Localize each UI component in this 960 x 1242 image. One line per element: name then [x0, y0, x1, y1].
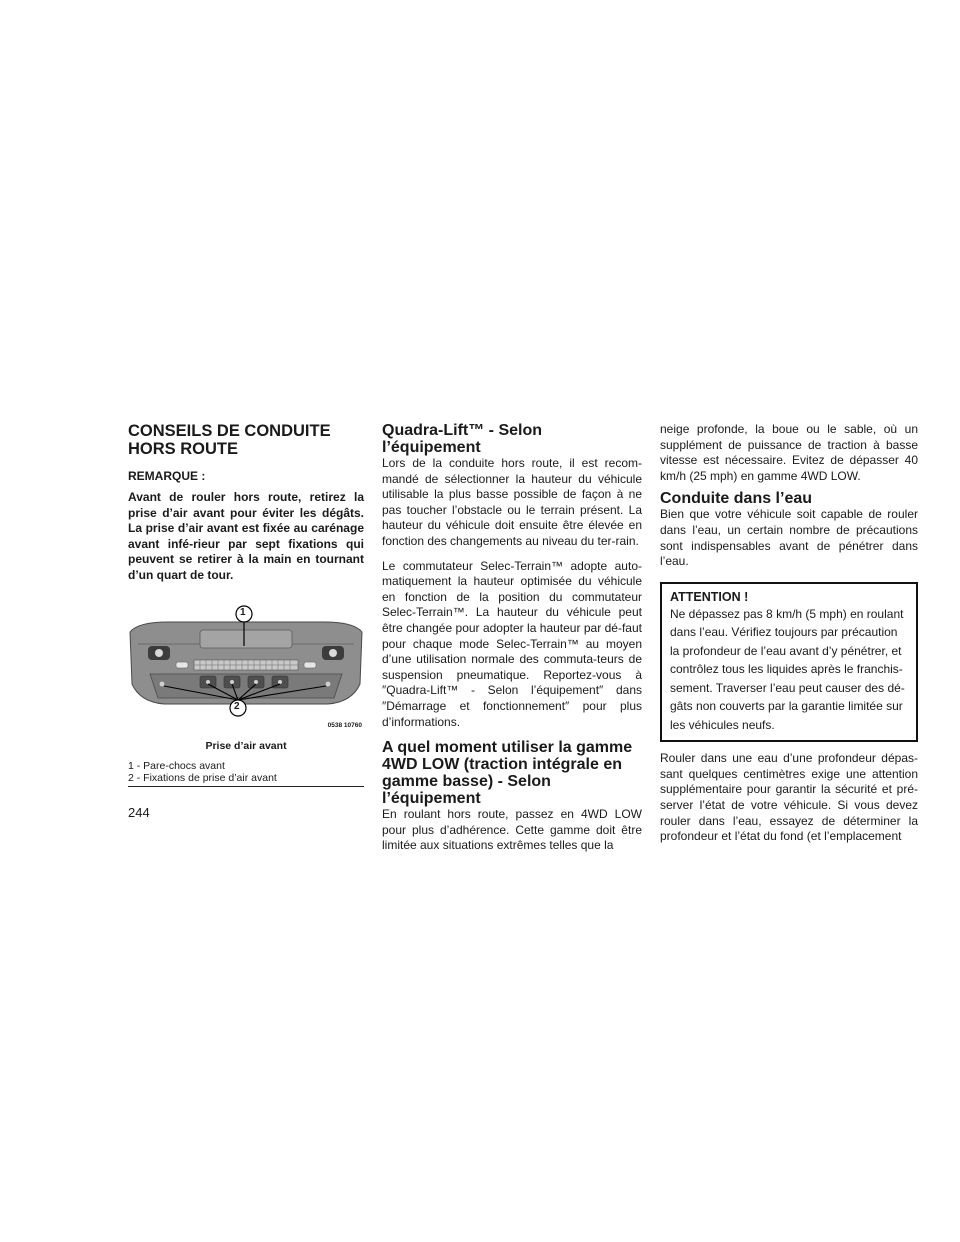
callout-1-label: 1 [240, 606, 246, 618]
paragraph: En roulant hors route, passez en 4WD LOW pour plus d’adhérence. Cette gamme doit être limitée aux situations extrêmes telles que la [382, 807, 642, 853]
section-heading-offroad: CONSEILS DE CONDUITE HORS ROUTE [128, 422, 331, 458]
heading-water-driving: Conduite dans l’eau [660, 490, 813, 508]
note-label: REMARQUE : [128, 469, 206, 483]
column-left [128, 422, 364, 787]
callout-2-label: 2 [234, 700, 240, 712]
warning-text: Ne dépassez pas 8 km/h (5 mph) en roulant dans l’eau. Vérifiez toujours par précaution la profondeur de l’eau avant d’y pénétrer, et contrôlez tous les liquides après le franchis-sement. Traverser l’eau peut causer des dé-gâts non couverts par la garantie limitée sur les véhicules neufs. [670, 606, 905, 732]
paragraph: Rouler dans une eau d’une profondeur dépas-sant quelques centimètres exige une attention supplémentaire pour garantir la sécurité et pré-server l’état de votre véhicule. Si vous devez rouler dans l’eau, essayez de déterminer la profondeur et l’état du fond (et l’emplacement [660, 751, 918, 844]
paragraph: Bien que votre véhicule soit capable de rouler dans l’eau, un certain nombre de précautions sont indispensables avant de pénétrer dans l’eau. [660, 507, 918, 569]
warning-title: ATTENTION ! [670, 589, 749, 604]
paragraph: Le commutateur Selec-Terrain™ adopte auto-matiquement la hauteur optimisée du véhicule en fonction de la position du commutateur Selec-Terrain™. La hauteur du véhicule peut être changée pour adopter la hauteur par dé-faut pour chaque mode Selec-Terrain™ au moyen d’une utilisation normale des commuta-teurs de suspension pneumatique. Reportez-vous à ″Quadra-Lift™ - Selon l’équipement″ dans ″Démarrage et fonctionnement″ pour plus d’informations. [382, 558, 642, 729]
figure-front-air-dam [128, 602, 364, 787]
legend-divider [128, 786, 364, 787]
legend-item: 2 - Fixations de prise d’air avant [128, 772, 277, 785]
column-right [660, 422, 918, 854]
figure-caption: Prise d’air avant [205, 739, 287, 752]
legend-item: 1 - Pare-chocs avant [128, 759, 225, 772]
heading-quadra-lift: Quadra-Lift™ - Selon l’équipement [382, 422, 542, 456]
note-text: Avant de rouler hors route, retirez la prise d’air avant pour éviter les dégâts. La prise d’air avant est fixée au carénage avant infé-rieur par sept fixations qui peuvent se retirer à la main en tournant d’un quart de tour. [128, 490, 364, 582]
figure-legend [128, 760, 364, 785]
front-air-dam-illustration [128, 602, 364, 738]
page-number: 244 [128, 805, 150, 820]
paragraph: Lors de la conduite hors route, il est recom-mandé de sélectionner la hauteur du véhicule utilisable la plus basse possible de façon à ne pas toucher l’obstacle ou le terrain présent. La hauteur du véhicule doit ensuite être élevée en fonction des changements au niveau du ter-rain. [382, 456, 642, 548]
paragraph: neige profonde, la boue ou le sable, où un supplément de puissance de traction à basse vitesse est nécessaire. Evitez de dépasser 40 km/h (25 mph) en gamme 4WD LOW. [660, 422, 918, 483]
heading-4wd-low: A quel moment utiliser la gamme 4WD LOW (traction intégrale en gamme basse) - Selon l’équipement [382, 739, 633, 808]
column-middle [382, 422, 642, 863]
figure-code: 0538 10760 [327, 721, 362, 729]
warning-box [660, 582, 918, 743]
